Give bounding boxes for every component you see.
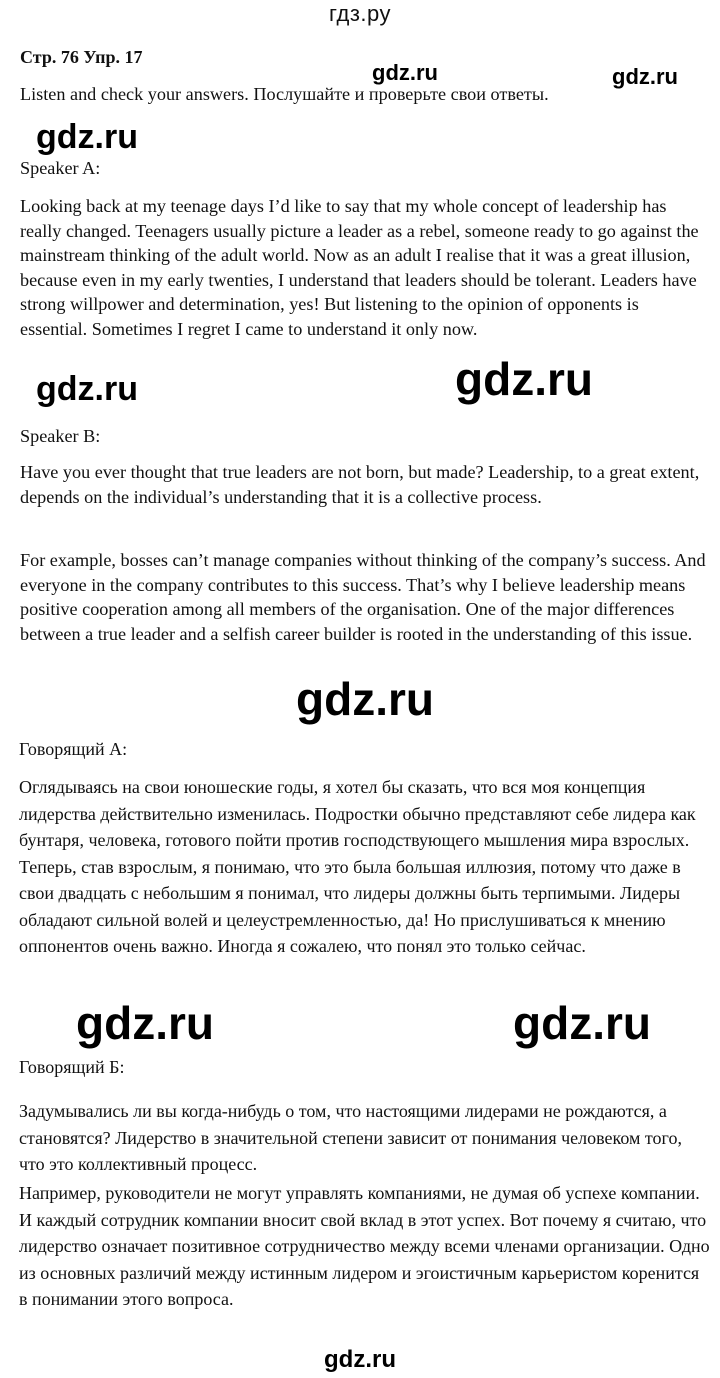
speaker-b-paragraph-1: Have you ever thought that true leaders are not born, but made? Leadership, to a great extent, depends on the individual’s understanding that it is a collective process. (20, 462, 700, 507)
watermark-logo: gdz.ru (324, 1346, 396, 1373)
ru-speaker-b-label: Говорящий Б: (19, 1057, 125, 1077)
watermark-logo: gdz.ru (372, 60, 438, 85)
watermark-logo: gdz.ru (36, 118, 138, 156)
site-header: гдз.ру (328, 1, 392, 26)
ru-speaker-a-text: Оглядываясь на свои юношеские годы, я хотел бы сказать, что вся моя концепция лидерства действительно изменилась. Подростки обычно представляют себе лидера как бунтаря, человека, готового пойти против господствующего мышления мира взрослых. Теперь, став взрослым, я понимаю, что это была большая иллюзия, потому что даже в свои двадцать с небольшим я понимал, что лидеры должны быть терпимыми. Лидеры обладают сильной волей и целеустремленностью, да! Но прислушиваться к мнению оппонентов очень важно. Иногда я сожалею, что понял это только сейчас. (19, 777, 696, 956)
watermark-logo: gdz.ru (36, 370, 138, 408)
ru-speaker-b-paragraph-2: Например, руководители не могут управлять компаниями, не думая об успехе компании. И каждый сотрудник компании вносит свой вклад в этот успех. Вот почему я считаю, что лидерство означает позитивное сотрудничество между всеми членами организации. Одно из основных различий между истинным лидером и эгоистичным карьеристом коренится в понимании этого вопроса. (19, 1183, 710, 1309)
watermark-logo: gdz.ru (455, 353, 593, 405)
ru-speaker-b-paragraph-1: Задумывались ли вы когда-нибудь о том, что настоящими лидерами не рождаются, а становятся? Лидерство в значительной степени зависит от понимания человеком того, что это коллективный процесс. (19, 1101, 682, 1174)
watermark-logo: gdz.ru (296, 673, 434, 725)
speaker-b-paragraph-2: For example, bosses can’t manage companies without thinking of the company’s success. And everyone in the company contributes to this success. That’s why I believe leadership means positive cooperation among all members of the organisation. One of the major differences between a true leader and a selfish career builder is rooted in the understanding of this issue. (20, 550, 706, 644)
instruction-text: Listen and check your answers. Послушайте и проверьте свои ответы. (20, 84, 549, 104)
ru-speaker-a-label: Говорящий А: (19, 739, 128, 759)
page-heading: Стр. 76 Упр. 17 (20, 47, 143, 67)
watermark-logo: gdz.ru (612, 64, 678, 89)
speaker-b-label: Speaker B: (20, 426, 101, 446)
watermark-logo: gdz.ru (513, 997, 651, 1049)
speaker-a-text: Looking back at my teenage days I’d like to say that my whole concept of leadership has really changed. Teenagers usually picture a leader as a rebel, someone ready to go against the mainstream thinking of the adult world. Now as an adult I realise that it was a great illusion, because even in my early twenties, I understand that leaders should be tolerant. Leaders have strong willpower and determination, yes! But listening to the opinion of opponents is essential. Sometimes I regret I came to understand it only now. (20, 196, 699, 339)
speaker-a-label: Speaker A: (20, 158, 101, 178)
watermark-logo: gdz.ru (76, 997, 214, 1049)
